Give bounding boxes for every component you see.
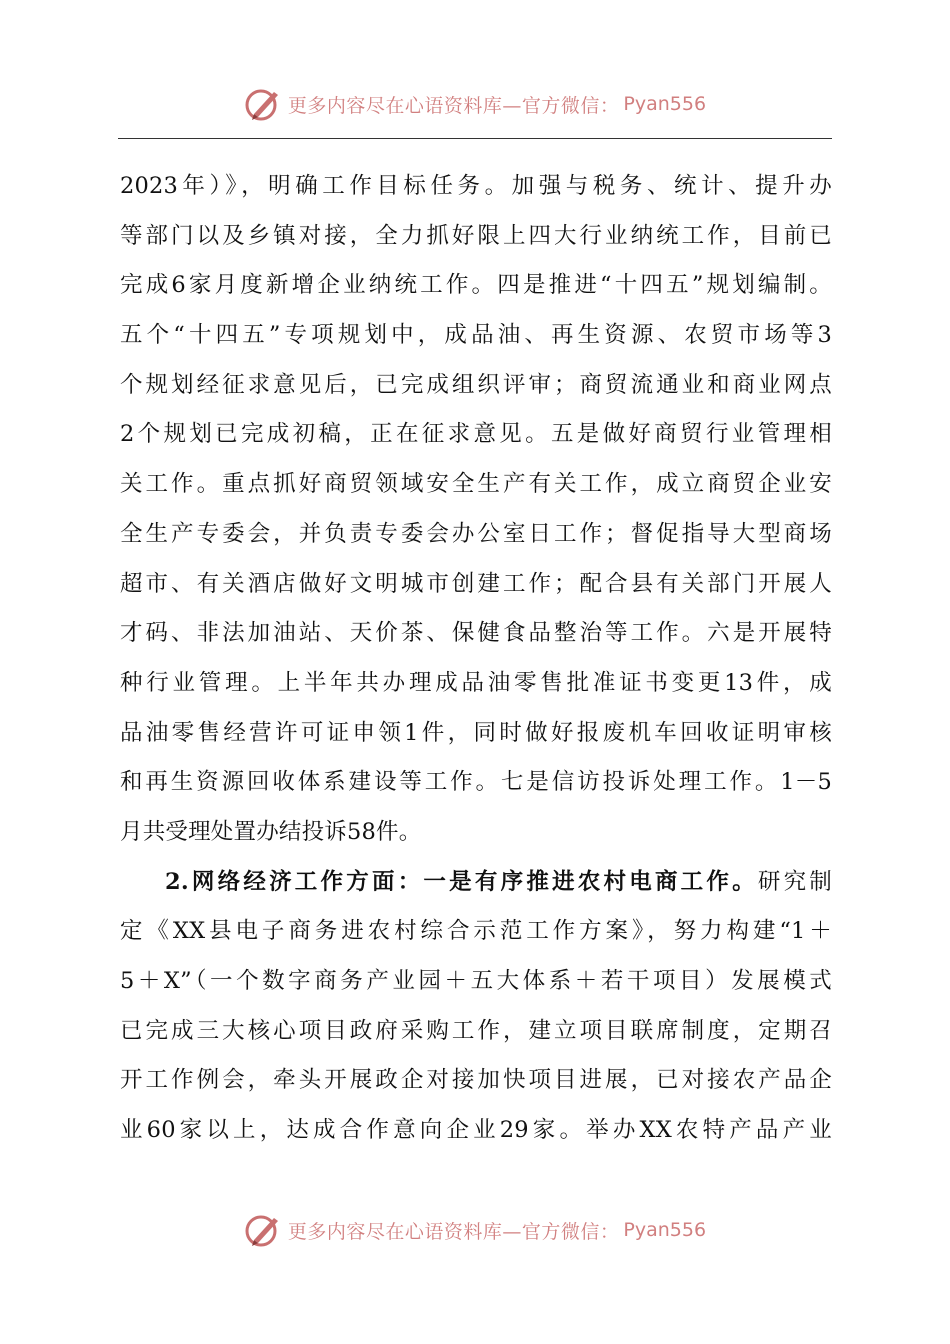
heading-line-rest: 研究制 <box>757 868 832 895</box>
text-line: 开工作例会，牵头开展政企对接加快项目进展，已对接农产品企 <box>120 1067 832 1094</box>
banner-wechat-id: Pyan556 <box>623 93 707 115</box>
banner-text: 更多内容尽在心语资料库—官方微信： <box>287 1220 620 1243</box>
pen-logo-icon <box>244 84 284 124</box>
text-line: 月共受理处置办结投诉58件。 <box>120 818 422 845</box>
text-line: 定《XX县电子商务进农村综合示范工作方案》，努力构建“1＋ <box>120 918 832 945</box>
text-line: 2023年）》，明确工作目标任务。加强与税务、统计、提升办 <box>120 173 832 199</box>
text-line: 和再生资源回收体系建设等工作。七是信访投诉处理工作。1－5 <box>120 769 832 796</box>
text-line: 超市、有关酒店做好文明城市创建工作；配合县有关部门开展人 <box>120 570 832 597</box>
header-divider <box>118 138 832 139</box>
text-line: 品油零售经营许可证申领1件，同时做好报废机车回收证明审核 <box>120 719 832 746</box>
text-line: 才码、非法加油站、天价茶、保健食品整治等工作。六是开展特 <box>120 620 832 647</box>
pen-logo-icon <box>244 1210 284 1250</box>
text-line: 个规划经征求意见后，已完成组织评审；商贸流通业和商业网点 <box>120 371 832 398</box>
section-heading-line <box>120 858 832 908</box>
section-heading: 2.网络经济工作方面：一是有序推进农村电商工作。 <box>165 868 758 895</box>
text-line: 五个“十四五”专项规划中，成品油、再生资源、农贸市场等3 <box>120 322 832 349</box>
text-line: 等部门以及乡镇对接，全力抓好限上四大行业纳统工作，目前已 <box>120 222 832 249</box>
text-line: 种行业管理。上半年共办理成品油零售批准证书变更13件，成 <box>120 669 832 696</box>
header-banner <box>0 82 950 126</box>
banner-wechat-id: Pyan556 <box>623 1219 707 1241</box>
text-line: 完成6家月度新增企业纳统工作。四是推进“十四五”规划编制。 <box>120 272 832 299</box>
banner-text: 更多内容尽在心语资料库—官方微信： <box>287 94 620 117</box>
text-line: 5＋X”（一个数字商务产业园＋五大体系＋若干项目）发展模式 <box>120 968 832 994</box>
text-line: 业60家以上，达成合作意向企业29家。举办XX农特产品产业 <box>120 1117 832 1144</box>
text-line: 2个规划已完成初稿，正在征求意见。五是做好商贸行业管理相 <box>120 421 832 448</box>
text-line: 已完成三大核心项目政府采购工作，建立项目联席制度，定期召 <box>120 1017 832 1044</box>
text-line: 关工作。重点抓好商贸领域安全生产有关工作，成立商贸企业安 <box>120 471 832 498</box>
document-body <box>120 162 832 1156</box>
footer-banner <box>0 1208 950 1252</box>
text-line: 全生产专委会，并负责专委会办公室日工作；督促指导大型商场 <box>120 520 832 547</box>
